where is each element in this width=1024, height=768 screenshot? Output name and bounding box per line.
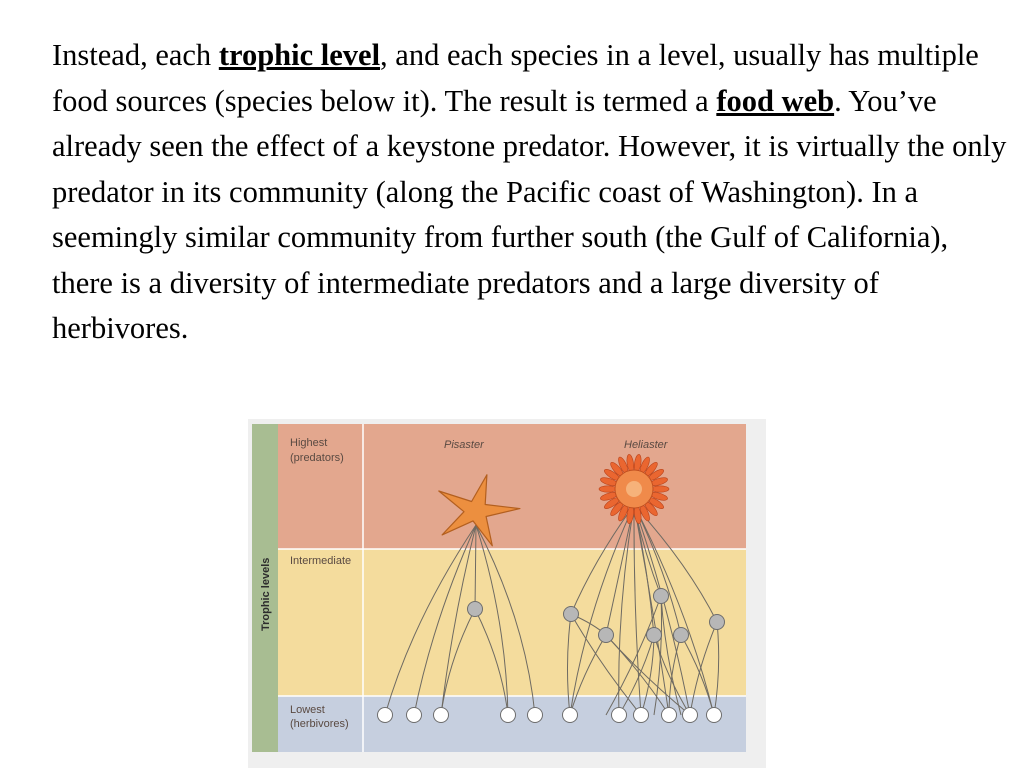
intermediate-node xyxy=(468,602,483,617)
food-web-figure xyxy=(248,419,766,768)
term-food-web: food web xyxy=(716,83,835,118)
food-web-diagram xyxy=(248,419,766,768)
intermediate-node xyxy=(654,589,669,604)
level-intermediate-label: Intermediate xyxy=(290,555,352,567)
intermediate-node xyxy=(674,628,689,643)
intermediate-node xyxy=(564,607,579,622)
species-label-heliaster: Heliaster xyxy=(624,439,668,451)
band-intermediate xyxy=(278,549,746,696)
text-part-3: . You’ve already seen the effect of a keystone predator. However, it is virtually the only predator in its community (along the Pacific coast of Washington). In a seemingly similar community from further south (the Gulf of California), there is a diversity of intermediate predators and a large diversity of herbivores. xyxy=(52,83,1007,345)
intermediate-node xyxy=(647,628,662,643)
herbivore-node xyxy=(683,708,698,723)
intermediate-node xyxy=(710,615,725,630)
herbivore-node xyxy=(662,708,677,723)
herbivore-node xyxy=(612,708,627,723)
term-trophic-level: trophic level xyxy=(218,38,381,72)
trophic-levels-label: Trophic levels xyxy=(260,557,272,631)
text-part-2: , and each species in a level, usually has multiple food sources (species below it). The result is termed a xyxy=(52,38,979,118)
herbivore-node xyxy=(407,708,422,723)
level-highest-line2: (predators) xyxy=(290,452,344,464)
level-lowest-line2: (herbivores) xyxy=(290,718,349,730)
herbivore-node xyxy=(434,708,449,723)
herbivore-node xyxy=(378,708,393,723)
slide-paragraph xyxy=(52,33,1012,352)
herbivore-node xyxy=(563,708,578,723)
species-label-pisaster: Pisaster xyxy=(444,439,484,451)
herbivore-node xyxy=(528,708,543,723)
intermediate-node xyxy=(599,628,614,643)
herbivore-node xyxy=(501,708,516,723)
herbivore-node xyxy=(634,708,649,723)
band-highest xyxy=(278,424,746,549)
text-part-1: Instead, each xyxy=(52,38,219,72)
level-lowest-line1: Lowest xyxy=(290,704,325,716)
level-highest-line1: Highest xyxy=(290,437,328,449)
herbivore-node xyxy=(707,708,722,723)
